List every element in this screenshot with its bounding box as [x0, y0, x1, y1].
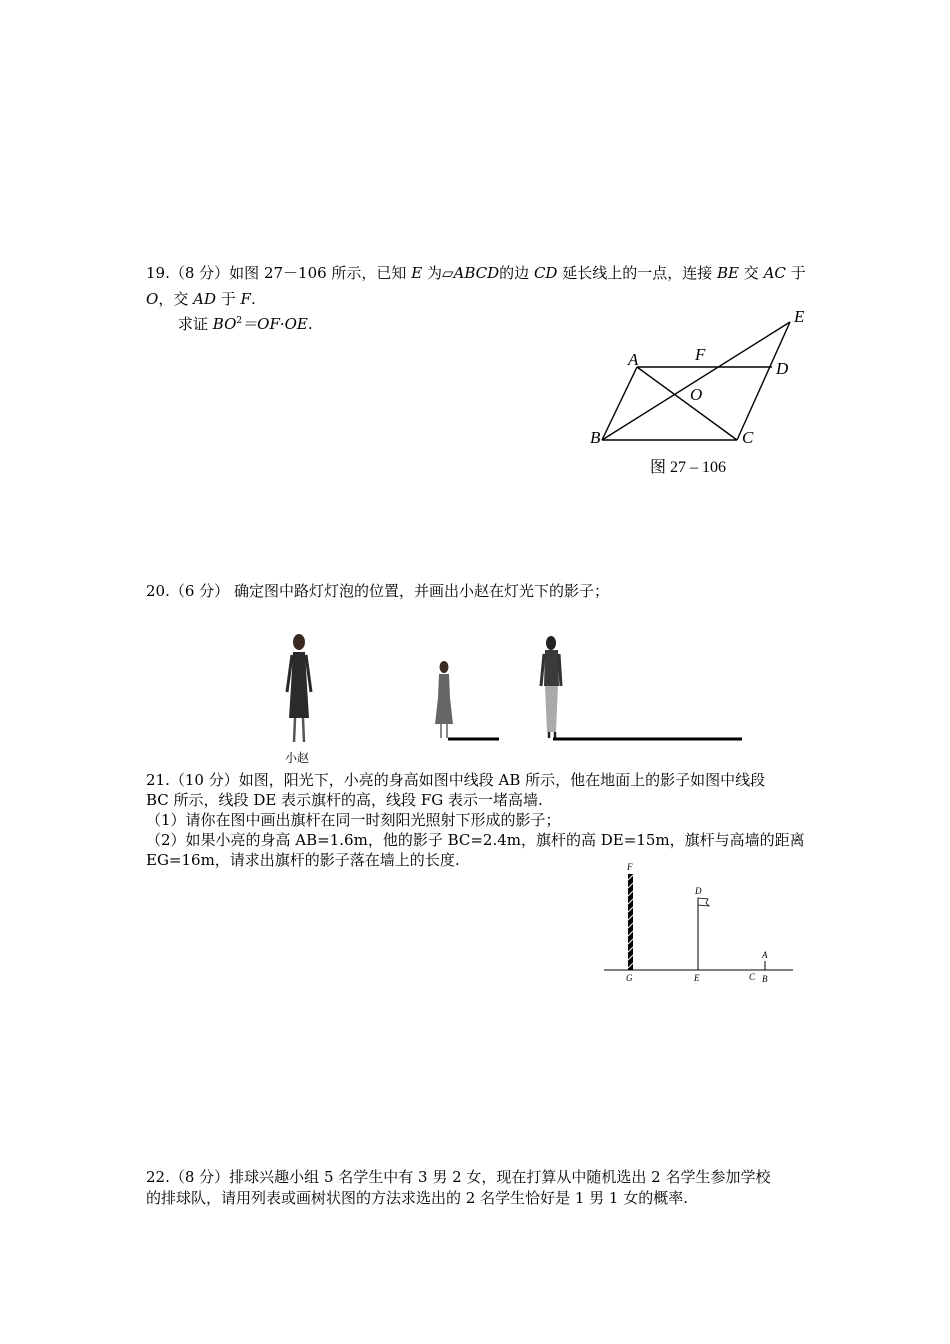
figure-caption: 图 27 – 106 — [650, 459, 727, 476]
q19-prove: 求证 $BO^2=OF\cdot OE$. — [178, 315, 313, 333]
q22-line2: 的排球队，请用列表或画树状图的方法求选出的 2 名学生恰好是 1 男 1 女的概率. — [146, 1189, 689, 1207]
flagpole-figure — [600, 858, 800, 988]
wall-fg — [628, 874, 633, 970]
xiaozhao-label: 小赵 — [285, 751, 310, 765]
fig21-label-f: F — [627, 862, 633, 872]
label-d: D — [776, 359, 789, 378]
label-e: E — [794, 307, 805, 326]
fig21-label-e: E — [694, 973, 700, 983]
parallelogram-figure — [580, 300, 820, 480]
q21-line2: BC 所示，线段 DE 表示旗杆的高，线段 FG 表示一堵高墙. — [146, 791, 543, 809]
fig21-label-d: D — [695, 886, 702, 896]
q21-sub2-line1: （2）如果小亮的身高 AB=1.6m，他的影子 BC=2.4m，旗杆的高 DE=15m，旗杆与高墙的距离 — [146, 831, 805, 849]
segment-cd-extended — [737, 322, 790, 440]
street-light-figure — [270, 628, 760, 768]
label-c: C — [742, 428, 754, 447]
q20-line: 20.（6 分） 确定图中路灯灯泡的位置，并画出小赵在灯光下的影子； — [146, 582, 609, 600]
man-figure — [541, 636, 561, 738]
q21-line1: 21.（10 分）如图，阳光下，小亮的身高如图中线段 AB 所示，他在地面上的影子如图中线段 — [146, 771, 766, 789]
fig21-label-b: B — [762, 974, 768, 984]
flag-icon — [698, 898, 709, 906]
label-a: A — [628, 350, 639, 369]
label-o: O — [690, 385, 703, 404]
segment-ac — [637, 367, 737, 440]
fig21-label-c: C — [749, 972, 756, 982]
xiaozhao-figure — [287, 634, 311, 742]
q19-line2: O，交 AD 于 F. — [146, 290, 256, 308]
q19-line1: 19.（8 分）如图 27－106 所示，已知 E 为▱ABCD的边 CD 延长线上的一点，连接 BE 交 AC 于 — [146, 264, 806, 282]
q19-score: （8 分） — [169, 264, 230, 282]
label-f: F — [695, 345, 706, 364]
q19-number: 19. — [146, 264, 170, 282]
q21-sub2-line2: EG=16m，请求出旗杆的影子落在墙上的长度. — [146, 851, 460, 869]
q21-sub1: （1）请你在图中画出旗杆在同一时刻阳光照射下形成的影子； — [146, 811, 561, 829]
fig21-label-g: G — [626, 973, 633, 983]
fig21-label-a: A — [762, 950, 768, 960]
label-b: B — [590, 428, 601, 447]
q22-line1: 22.（8 分）排球兴趣小组 5 名学生中有 3 男 2 女，现在打算从中随机选出 2 名学生参加学校 — [146, 1168, 771, 1186]
girl-figure — [435, 661, 453, 738]
